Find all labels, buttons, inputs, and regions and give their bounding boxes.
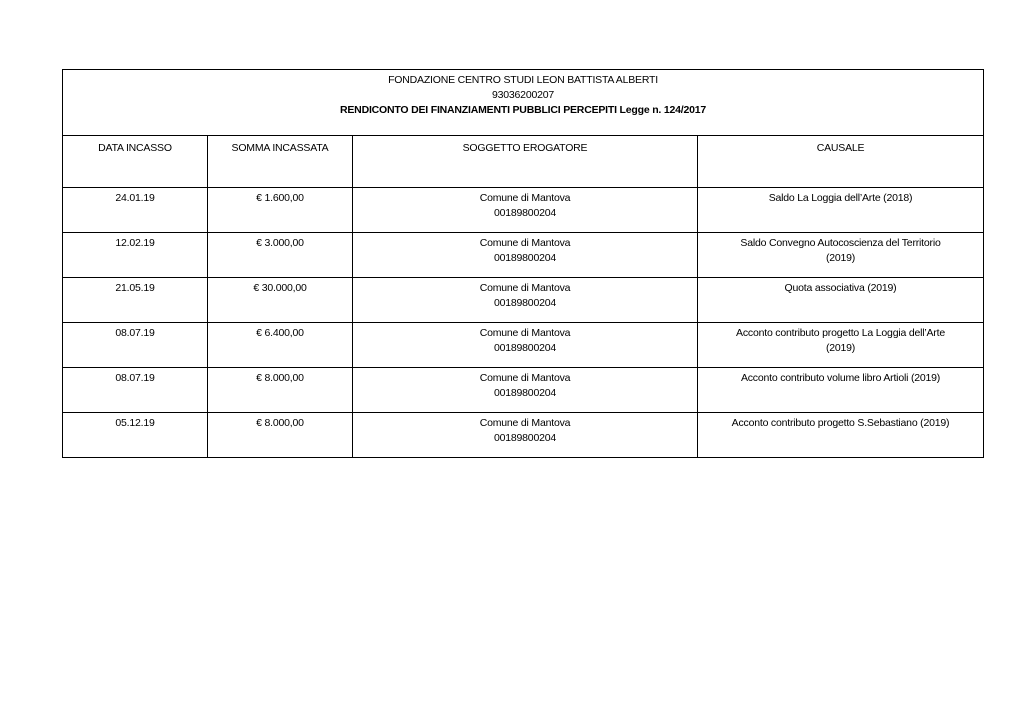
row-reason	[698, 413, 984, 458]
table-row	[63, 188, 984, 233]
row-date: 12.02.19	[63, 233, 208, 278]
table-row	[63, 233, 984, 278]
row-payer	[353, 278, 698, 323]
row-amount: € 3.000,00	[208, 233, 353, 278]
row-date: 05.12.19	[63, 413, 208, 458]
reason-line-1: Acconto contributo volume libro Artioli (2019)	[740, 372, 941, 384]
row-payer	[353, 368, 698, 413]
payer-name: Comune di Mantova	[479, 327, 571, 339]
reason-line-1: Quota associativa (2019)	[784, 282, 897, 294]
payer-code: 00189800204	[493, 297, 557, 309]
row-payer	[353, 323, 698, 368]
reason-line-2: (2019)	[825, 342, 856, 354]
row-date: 08.07.19	[63, 368, 208, 413]
report-header	[63, 70, 984, 136]
reason-line-1: Saldo Convegno Autocoscienza del Territorio	[740, 237, 941, 249]
row-date: 24.01.19	[63, 188, 208, 233]
report-title: RENDICONTO DEI FINANZIAMENTI PUBBLICI PERCEPITI Legge n. 124/2017	[340, 104, 707, 116]
report-header-row	[63, 70, 984, 136]
payer-name: Comune di Mantova	[479, 192, 571, 204]
row-date: 08.07.19	[63, 323, 208, 368]
row-amount: € 8.000,00	[208, 368, 353, 413]
column-header-amount: SOMMA INCASSATA	[208, 136, 353, 188]
tax-code: 93036200207	[491, 89, 555, 101]
payer-name: Comune di Mantova	[479, 237, 571, 249]
row-payer	[353, 233, 698, 278]
reason-line-1: Saldo La Loggia dell’Arte (2018)	[768, 192, 913, 204]
reason-line-1: Acconto contributo progetto La Loggia dell’Arte	[736, 327, 945, 339]
org-name: FONDAZIONE CENTRO STUDI LEON BATTISTA ALBERTI	[388, 74, 658, 86]
payer-code: 00189800204	[493, 252, 557, 264]
row-amount: € 30.000,00	[208, 278, 353, 323]
table-row	[63, 323, 984, 368]
payer-code: 00189800204	[493, 342, 557, 354]
row-date: 21.05.19	[63, 278, 208, 323]
reason-line-1: Acconto contributo progetto S.Sebastiano (2019)	[731, 417, 950, 429]
column-header-payer: SOGGETTO EROGATORE	[353, 136, 698, 188]
payer-name: Comune di Mantova	[479, 417, 571, 429]
row-reason	[698, 278, 984, 323]
row-reason	[698, 188, 984, 233]
payer-name: Comune di Mantova	[479, 372, 571, 384]
row-reason	[698, 323, 984, 368]
column-header-reason: CAUSALE	[698, 136, 984, 188]
payer-code: 00189800204	[493, 387, 557, 399]
table-row	[63, 368, 984, 413]
payer-code: 00189800204	[493, 432, 557, 444]
row-amount: € 1.600,00	[208, 188, 353, 233]
table-row	[63, 278, 984, 323]
row-reason	[698, 368, 984, 413]
row-amount: € 6.400,00	[208, 323, 353, 368]
row-amount: € 8.000,00	[208, 413, 353, 458]
funding-report-table	[62, 69, 984, 458]
payer-code: 00189800204	[493, 207, 557, 219]
reason-line-2: (2019)	[825, 252, 856, 264]
row-payer	[353, 413, 698, 458]
table-row	[63, 413, 984, 458]
column-header-row	[63, 136, 984, 188]
row-payer	[353, 188, 698, 233]
payer-name: Comune di Mantova	[479, 282, 571, 294]
column-header-date: DATA INCASSO	[63, 136, 208, 188]
row-reason	[698, 233, 984, 278]
